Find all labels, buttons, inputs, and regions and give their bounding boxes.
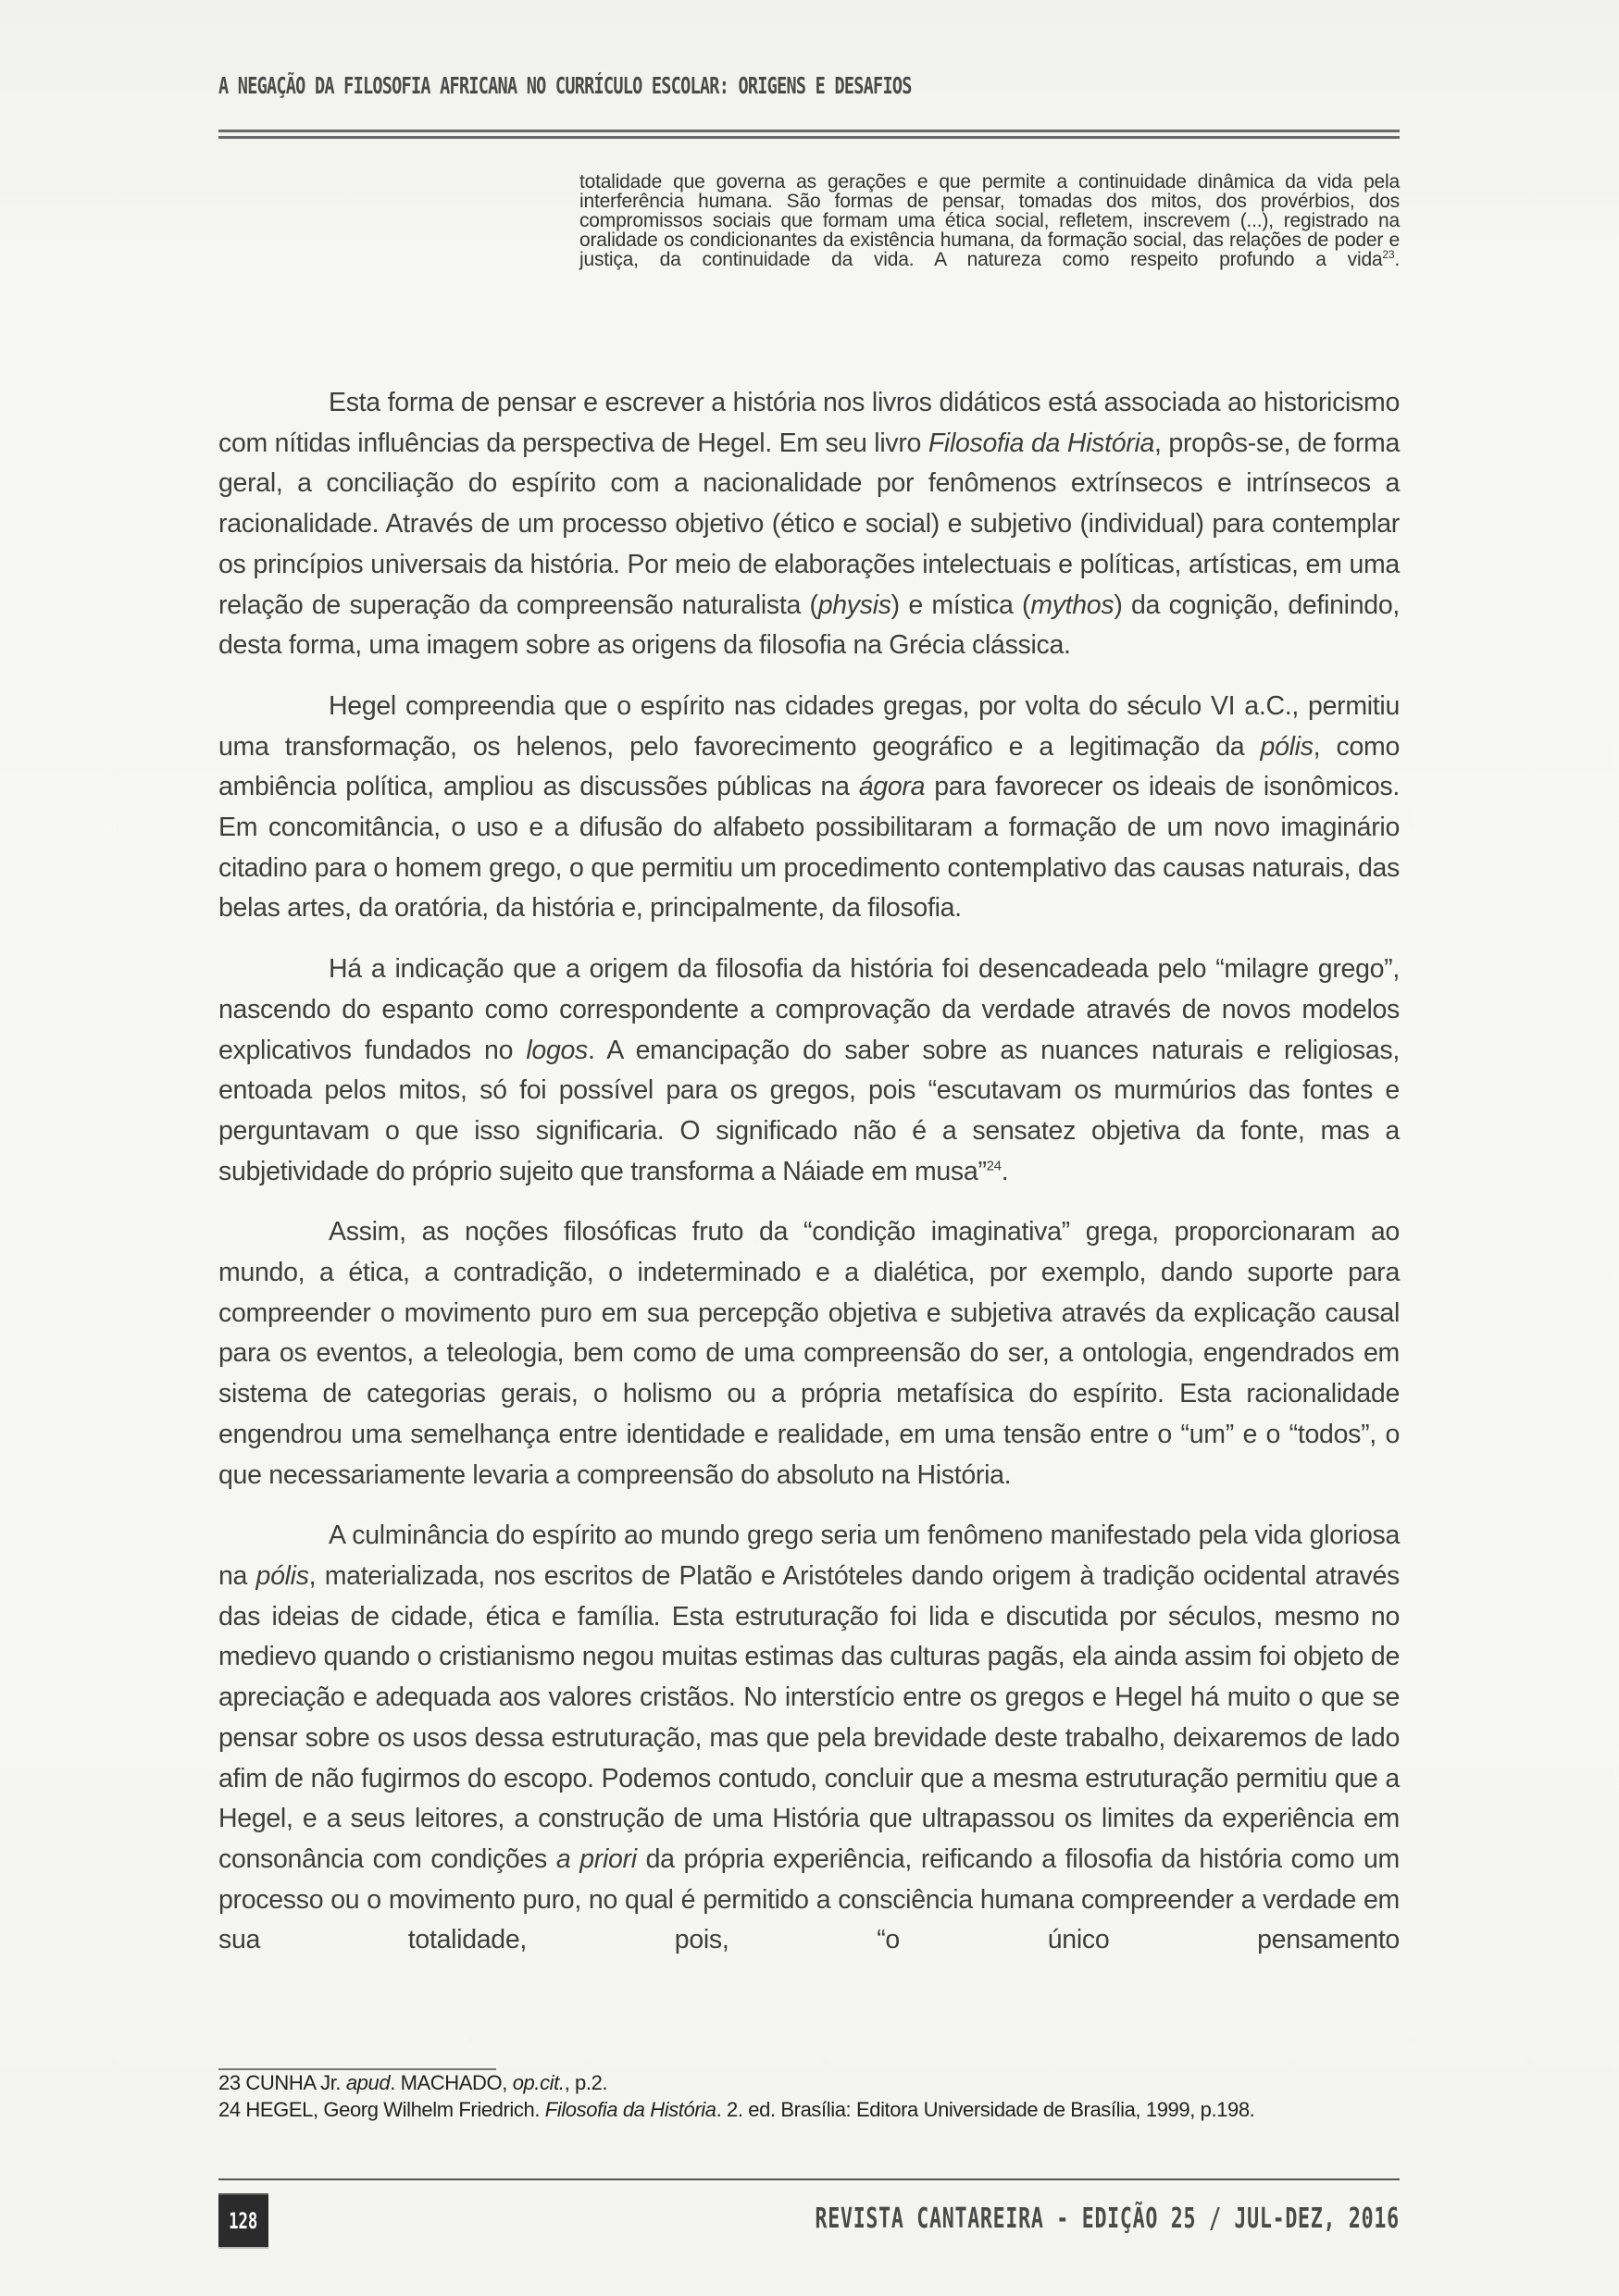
italic-term: Filosofia da História [544, 2098, 716, 2121]
text: Hegel compreendia que o espírito nas cidades gregas, por volta do século VI a.C., permitiu uma transformação, os helenos, pelo favorecimento geográfico e a legitimação da [218, 690, 1400, 762]
text: da própria experiência, reificando a filosofia da história como um processo ou o movimento puro, no qual é permitido a consciência humana compreender a verdade em sua totalidade, pois, “o único pensamento [218, 1843, 1400, 1955]
text: , p.2. [564, 2071, 608, 2094]
text: . MACHADO, [390, 2071, 513, 2094]
text: Há a indicação que a origem da filosofia da história foi desencadeada pelo “milagre grego”, nascendo do espanto como correspondente a comprovação da verdade através de novos modelos explicativos fundados no [218, 954, 1400, 1065]
italic-term: Filosofia da História [928, 428, 1155, 458]
header-rule-top [218, 130, 1400, 132]
italic-term: a priori [555, 1843, 637, 1874]
footnote-24 [218, 2100, 1400, 2120]
journal-footer: REVISTA CANTAREIRA - EDIÇÃO 25 / JUL-DEZ, 2016 [815, 2203, 1400, 2235]
body-text [218, 383, 1400, 1981]
italic-term: logos [526, 1035, 588, 1065]
italic-term: pólis [1260, 731, 1314, 762]
page-number-badge [218, 2193, 268, 2249]
text: , como ambiência política, ampliou as discussões públicas na [218, 731, 1400, 802]
text: ) e mística ( [890, 590, 1031, 620]
italic-term: pólis [255, 1560, 309, 1591]
text: Esta forma de pensar e escrever a história nos livros didáticos está associada ao historicismo com nítidas influências da perspectiva de Hegel. Em seu livro [218, 388, 1400, 458]
text: 23 CUNHA Jr. [218, 2071, 346, 2094]
footnote-23 [218, 2073, 1400, 2093]
text: . [1001, 1156, 1009, 1186]
footnote-separator [218, 2068, 496, 2070]
footnote-ref-24[interactable]: 24 [986, 1158, 1002, 1174]
text: , propôs-se, de forma geral, a conciliação do espírito com a nacionalidade por fenômenos extrínsecos e intrínsecos a racionalidade. Através de um processo objetivo (ético e social) e subjetivo (individual) para contemplar os princípios universais da história. Por meio de elaborações intelectuais e políticas, artísticas, em uma relação de superação da compreensão naturalista ( [218, 428, 1401, 620]
paragraph-5 [218, 1516, 1400, 1961]
block-quote [579, 172, 1400, 269]
italic-term: apud [345, 2071, 391, 2094]
paragraph-3 [218, 949, 1400, 1192]
text: para favorecer os ideais de isonômicos. Em concomitância, o uso e a difusão do alfabeto possibilitaram a formação de um novo imaginário citadino para o homem grego, o que permitiu um procedimento contemplativo das causas naturais, das belas artes, da oratória, da história e, principalmente, da filosofia. [218, 772, 1400, 924]
text: . 2. ed. Brasília: Editora Universidade de Brasília, 1999, p.198. [716, 2098, 1255, 2121]
text: ) da cognição, definindo, desta forma, uma imagem sobre as origens da filosofia na Grécia clássica. [218, 590, 1400, 661]
text: , materializada, nos escritos de Platão e Aristóteles dando origem à tradição ocidental através das ideias de cidade, ética e família. Esta estruturação foi lida e discutida por séculos, mesmo no medievo quando o cristianismo negou muitas estimas das culturas pagãs, ela ainda assim foi objeto de apreciação e adequada aos valores cristãos. No interstício entre os gregos e Hegel há muito o que se pensar sobre os usos dessa estruturação, mas que pela brevidade deste trabalho, deixaremos de lado afim de não fugirmos do escopo. Podemos contudo, concluir que a mesma estruturação permitiu que a Hegel, e a seus leitores, a construção de uma História que ultrapassou os limites da experiência em consonância com condições [218, 1560, 1400, 1874]
paragraph-1 [218, 383, 1400, 666]
text: Assim, as noções filosóficas fruto da “condição imaginativa” grega, proporcionaram ao mundo, a ética, a contradição, o indeterminado e a dialética, por exemplo, dando suporte para compreender o movimento puro em sua percepção objetiva e subjetiva através da explicação causal para os eventos, a teleologia, bem como de uma compreensão do ser, a ontologia, engendrados em sistema de categorias gerais, o holismo ou a própria metafísica do espírito. Esta racionalidade engendrou uma semelhança entre identidade e realidade, em uma tensão entre o “um” e o “todos”, o que necessariamente levaria a compreensão do absoluto na História. [218, 1217, 1400, 1490]
block-quote-end: . [1394, 249, 1400, 270]
running-title: A NEGAÇÃO DA FILOSOFIA AFRICANA NO CURRÍCULO ESCOLAR: ORIGENS E DESAFIOS [218, 72, 912, 99]
page-number: 128 [229, 2208, 258, 2234]
footer-rule [218, 2178, 1400, 2180]
italic-term: op.cit. [512, 2071, 565, 2094]
paragraph-2 [218, 687, 1400, 929]
block-quote-text: totalidade que governa as gerações e que permite a continuidade dinâmica da vida pela interferência humana. São formas de pensar, tomadas dos mitos, dos provérbios, dos compromissos sociais que formam uma ética social, refletem, inscrevem (...), registrado na oralidade os condicionantes da existência humana, da formação social, das relações de poder e justiça, da continuidade da vida. A natureza como respeito profundo a vida [579, 171, 1400, 270]
header-rule-bottom [218, 136, 1400, 139]
footnotes [218, 2073, 1400, 2127]
italic-term: mythos [1030, 590, 1115, 620]
italic-term: physis [817, 590, 891, 620]
text: . A emancipação do saber sobre as nuances naturais e religiosas, entoada pelos mitos, só foi possível para os gregos, pois “escutavam os murmúrios das fontes e perguntavam o que isso significaria. O significado não é a sensatez objetiva da fonte, mas a subjetividade do próprio sujeito que transforma a Náiade em musa” [218, 1035, 1400, 1186]
text: 24 HEGEL, Georg Wilhelm Friedrich. [218, 2098, 545, 2121]
text: A culminância do espírito ao mundo grego seria um fenômeno manifestado pela vida gloriosa na [218, 1520, 1400, 1591]
paragraph-4 [218, 1212, 1400, 1496]
italic-term: ágora [858, 772, 926, 802]
footnote-ref-23[interactable]: 23 [1382, 248, 1395, 261]
